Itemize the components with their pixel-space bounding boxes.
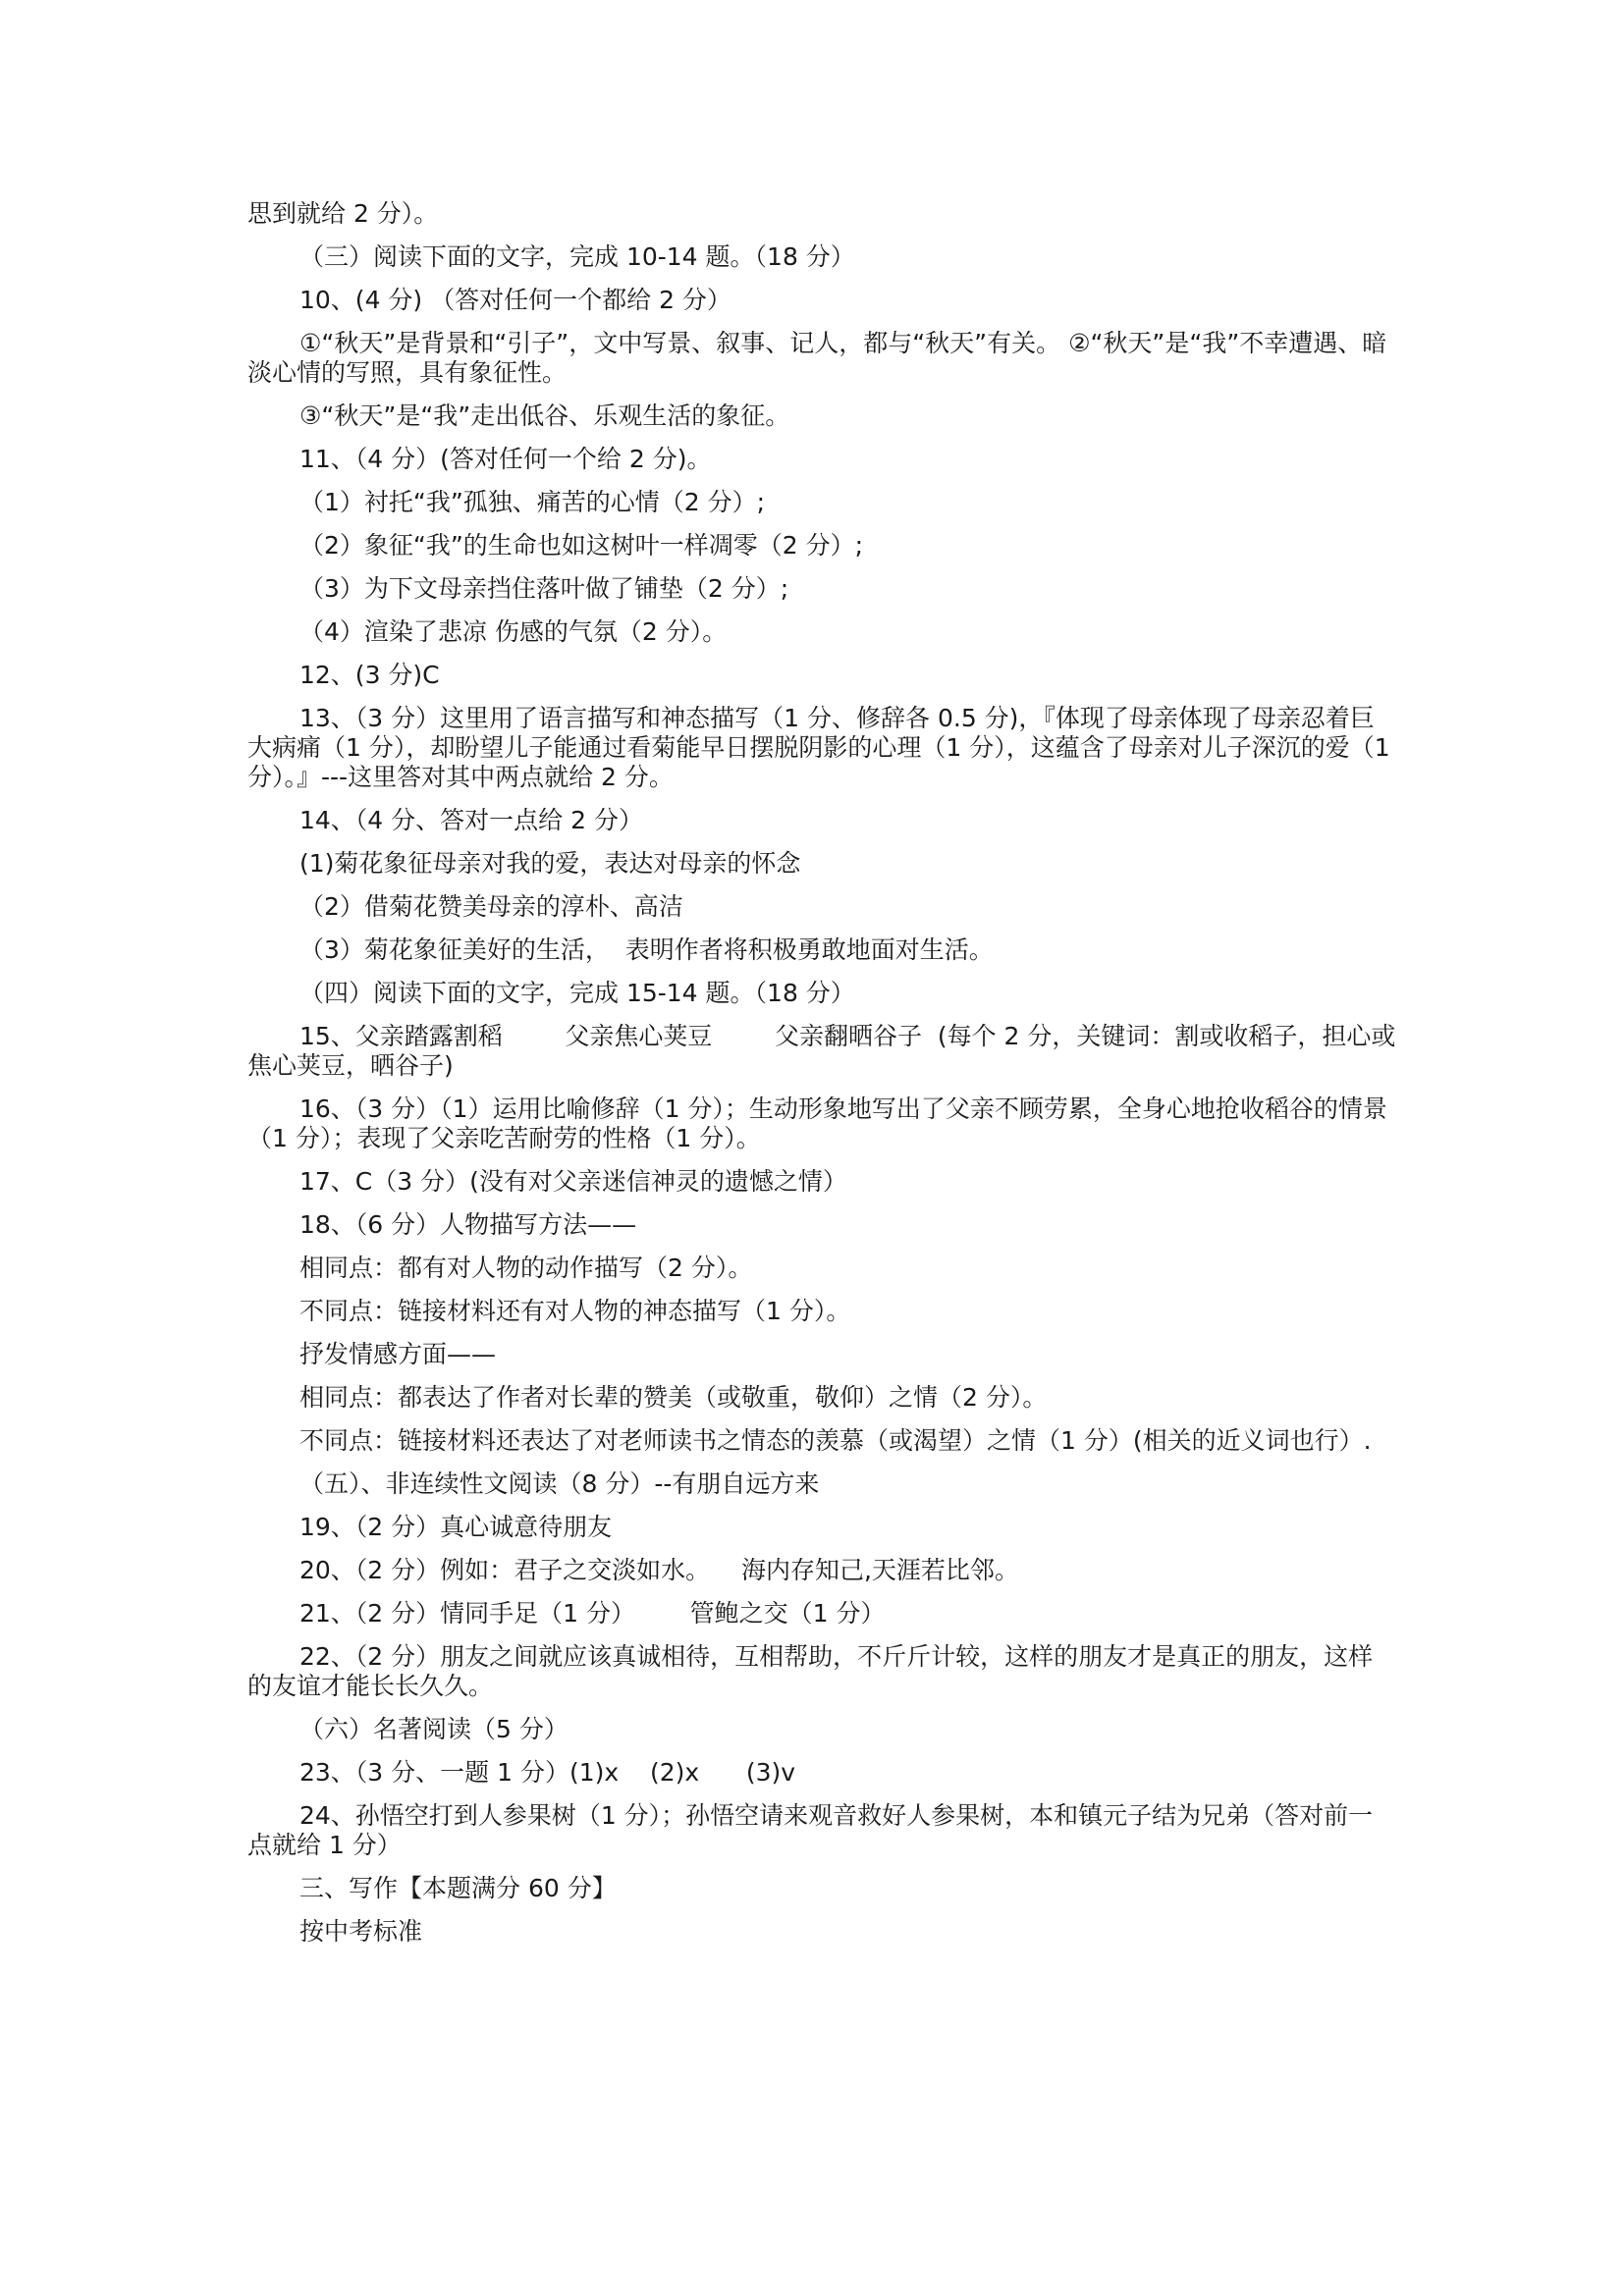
section-heading: （五）、非连续性文阅读（8 分）--有朋自远方来 (299, 1469, 820, 1498)
question-11-answer: （1）衬托“我”孤独、痛苦的心情（2 分）; (299, 488, 766, 516)
question-12-answer: 12、(3 分)C (299, 661, 440, 689)
question-10-answer: ①“秋天”是背景和“引子”，文中写景、叙事、记人，都与“秋天”有关。 ②“秋天”是“我”不幸遭遇、暗淡心情的写照，具有象征性。 (247, 329, 1387, 387)
section-heading: （四）阅读下面的文字，完成 15-14 题。（18 分） (299, 979, 855, 1007)
question-11-answer: （2）象征“我”的生命也如这树叶一样凋零（2 分）; (299, 531, 864, 560)
question-20-answer: 20、（2 分）例如：君子之交淡如水。 海内存知己,天涯若比邻。 (299, 1556, 1019, 1584)
question-17-answer: 17、C（3 分）(没有对父亲迷信神灵的遗憾之情） (299, 1167, 847, 1196)
question-18-answer: 相同点：都有对人物的动作描写（2 分）。 (299, 1254, 753, 1282)
question-18-answer: 不同点：链接材料还表达了对老师读书之情态的羡慕（或渴望）之情（1 分）(相关的近义词也行）. (299, 1426, 1372, 1455)
writing-standard: 按中考标准 (299, 1917, 423, 1946)
question-21-answer: 21、（2 分）情同手足（1 分） 管鲍之交（1 分） (299, 1599, 886, 1628)
question-18-answer: 不同点：链接材料还有对人物的神态描写（1 分）。 (299, 1297, 851, 1325)
question-19-answer: 19、（2 分）真心诚意待朋友 (299, 1513, 613, 1541)
section-heading: 三、写作【本题满分 60 分】 (299, 1874, 617, 1902)
question-11-answer: （3）为下文母亲挡住落叶做了铺垫（2 分）; (299, 574, 789, 603)
question-18-heading: 18、（6 分）人物描写方法—— (299, 1210, 637, 1239)
question-10-answer: ③“秋天”是“我”走出低谷、乐观生活的象征。 (299, 401, 790, 430)
question-11-heading: 11、（4 分）(答对任何一个给 2 分)。 (299, 445, 712, 473)
answer-key-text (247, 199, 1396, 1960)
question-14-answer: （2）借菊花赞美母亲的淳朴、高洁 (299, 892, 683, 921)
question-13-answer: 13、（3 分）这里用了语言描写和神态描写（1 分、修辞各 0.5 分)，『体现了母亲体现了母亲忍着巨大病痛（1 分），却盼望儿子能通过看菊能早日摆脱阴影的心理（1 分），这蕴含了母亲对儿子深沉的爱（1 分）。』---这里答对其中两点就给 2 分。 (247, 704, 1398, 791)
question-14-answer: (1)菊花象征母亲对我的爱，表达对母亲的怀念 (299, 849, 801, 878)
text-line: 思到就给 2 分）。 (247, 199, 439, 228)
section-heading: （三）阅读下面的文字，完成 10-14 题。（18 分） (299, 242, 855, 271)
question-14-heading: 14、（4 分、答对一点给 2 分） (299, 806, 643, 834)
question-10-heading: 10、(4 分) （答对任何一个都给 2 分） (299, 286, 731, 314)
question-14-answer: （3）菊花象征美好的生活， 表明作者将积极勇敢地面对生活。 (299, 935, 994, 964)
section-heading: （六）名著阅读（5 分） (299, 1715, 568, 1743)
question-23-answer: 23、（3 分、一题 1 分）(1)x (2)x (3)v (299, 1758, 796, 1787)
question-18-answer: 抒发情感方面—— (299, 1340, 497, 1368)
question-16-answer: 16、（3 分）（1）运用比喻修辞（1 分）；生动形象地写出了父亲不顾劳累，全身心地抢收稻谷的情景（1 分）；表现了父亲吃苦耐劳的性格（1 分）。 (247, 1095, 1387, 1152)
question-15-answer: 15、父亲踏露割稻 父亲焦心荚豆 父亲翻晒谷子 (每个 2 分，关键词：割或收稻子，担心或焦心荚豆，晒谷子) (247, 1022, 1396, 1080)
question-11-answer: （4）渲染了悲凉 伤感的气氛（2 分）。 (299, 617, 728, 646)
question-22-answer: 22、（2 分）朋友之间就应该真诚相待，互相帮助，不斤斤计较，这样的朋友才是真正的朋友，这样的友谊才能长长久久。 (247, 1642, 1374, 1700)
question-18-answer: 相同点：都表达了作者对长辈的赞美（或敬重，敬仰）之情（2 分）。 (299, 1383, 1048, 1412)
question-24-answer: 24、孙悟空打到人参果树（1 分）；孙悟空请来观音救好人参果树，本和镇元子结为兄弟（答对前一点就给 1 分） (247, 1801, 1374, 1859)
